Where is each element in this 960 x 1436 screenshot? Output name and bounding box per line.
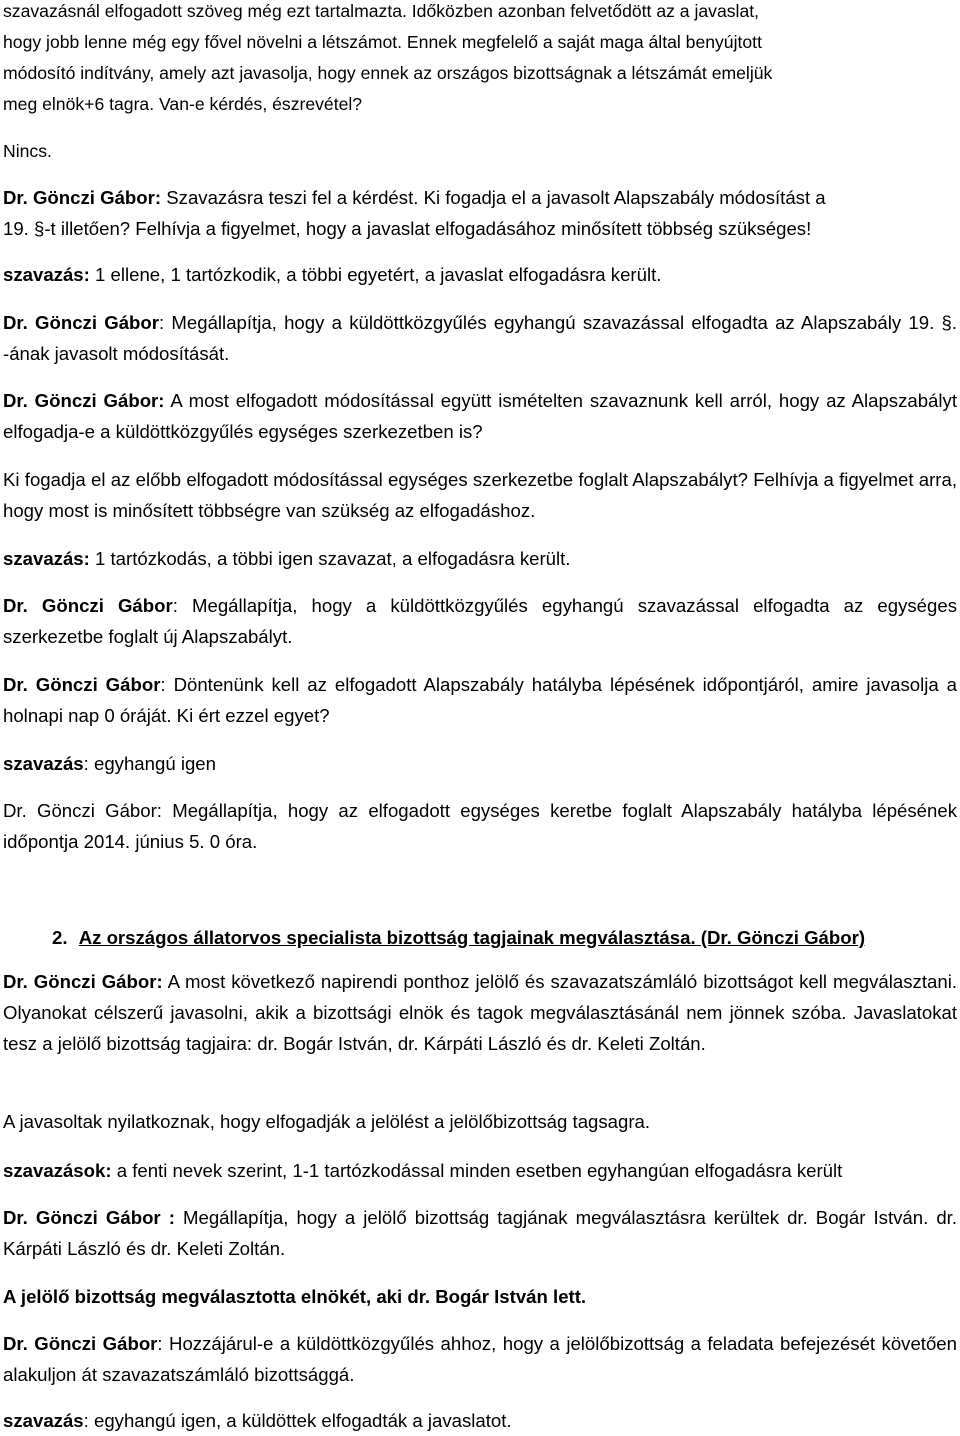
vote-result-3 — [3, 748, 957, 779]
vote-label: szavazás — [3, 753, 84, 774]
speaker-name: Dr. Gönczi Gábor — [3, 1333, 158, 1354]
paragraph-text: A most következő napirendi ponthoz jelölő és szavazatszámláló bizottságot kell megválasztani. Olyanokat célszerű javasolni, akik a bizottsági elnök és tagok megválasztásánál nem jönnek szóba. Javaslatokat tesz a jelölő bizottság tagjaira: dr. Bogár István, dr. Kárpáti László és dr. Keleti Zoltán. — [3, 971, 957, 1054]
section-number: 2. — [52, 927, 68, 948]
text-line: meg elnök+6 tagra. Van-e kérdés, észrevétel? — [3, 94, 363, 114]
speaker-name: Dr. Gönczi Gábor — [3, 674, 161, 695]
vote-result-2 — [3, 543, 957, 574]
paragraph-statement-1 — [3, 307, 957, 369]
paragraph-statement-8 — [3, 1328, 957, 1390]
paragraph-nincs: Nincs. — [3, 141, 52, 161]
paragraph-text: Megállapítja, hogy a jelölő bizottság tagjának megválasztásra kerültek dr. Bogár István. dr. Kárpáti László és dr. Keleti Zoltán. — [3, 1207, 958, 1259]
paragraph-text: Szavazásra teszi fel a kérdést. Ki fogadja el a javasolt Alapszabály módosítást a — [161, 187, 826, 208]
vote-text: : egyhangú igen — [83, 753, 216, 774]
paragraph-statement-5: Dr. Gönczi Gábor: Megállapítja, hogy az elfogadott egységes keretbe foglalt Alapszabály hatályba lépésének időpontja 2014. június 5. 0 óra. — [3, 800, 957, 852]
paragraph-statement-6 — [3, 966, 957, 1059]
paragraph-statement-4 — [3, 669, 957, 731]
text-line: módosító indítvány, amely azt javasolja, hogy ennek az országos bizottságnak a létszámát emeljük — [3, 63, 773, 83]
paragraph-acceptance: A javasoltak nyilatkoznak, hogy elfogadják a jelölést a jelölőbizottság tagsagra. — [3, 1111, 651, 1132]
paragraph-text: : Döntenünk kell az elfogadott Alapszabály hatályba lépésének időpontjáról, amire javasolja a holnapi nap 0 óráját. Ki ért ezzel egyet? — [3, 674, 958, 726]
vote-text: 1 tartózkodás, a többi igen szavazat, a elfogadásra került. — [89, 548, 571, 569]
vote-result-1 — [3, 259, 957, 290]
speaker-name: Dr. Gönczi Gábor: — [3, 390, 165, 411]
paragraph-intro — [3, 0, 957, 120]
paragraph-text: A most elfogadott módosítással együtt ismételten szavaznunk kell arról, hogy az Alapszabályt elfogadja-e a küldöttközgyűlés egységes szerkezetben is? — [3, 390, 957, 442]
speaker-name: Dr. Gönczi Gábor: — [3, 971, 163, 992]
text-line: hogy jobb lenne még egy fővel növelni a létszámot. Ennek megfelelő a saját maga által benyújtott — [3, 32, 762, 52]
section-title: Az országos állatorvos specialista bizottság tagjainak megválasztása. (Dr. Gönczi Gábor) — [78, 927, 866, 948]
vote-label: szavazás: — [3, 548, 90, 569]
paragraph-chair-elected: A jelölő bizottság megválasztotta elnökét, aki dr. Bogár István lett. — [3, 1286, 587, 1307]
vote-label: szavazások: — [3, 1160, 112, 1181]
vote-result-4 — [3, 1155, 957, 1186]
vote-label: szavazás: — [3, 264, 90, 285]
vote-label: szavazás — [3, 1410, 84, 1431]
paragraph-text: 19. §-t illetően? Felhívja a figyelmet, hogy a javaslat elfogadásához minősített többség szükséges! — [3, 218, 812, 239]
paragraph-text: : Megállapítja, hogy a küldöttközgyűlés egyhangú szavazással elfogadta az Alapszabály 19. §. -ának javasolt módosítását. — [3, 312, 957, 364]
section-heading — [52, 922, 952, 953]
vote-text: : egyhangú igen, a küldöttek elfogadták a javaslatot. — [83, 1410, 512, 1431]
paragraph-statement-7 — [3, 1202, 957, 1264]
vote-result-5 — [3, 1405, 957, 1436]
vote-text: a fenti nevek szerint, 1-1 tartózkodással minden esetben egyhangúan elfogadásra került — [111, 1160, 843, 1181]
speaker-name: Dr. Gönczi Gábor — [3, 312, 160, 333]
paragraph-statement-3 — [3, 590, 957, 652]
text-line: szavazásnál elfogadott szöveg még ezt tartalmazta. Időközben azonban felvetődött az a javaslat, — [3, 1, 760, 21]
vote-text: 1 ellene, 1 tartózkodik, a többi egyetért, a javaslat elfogadásra került. — [89, 264, 662, 285]
paragraph-text: : Megállapítja, hogy a küldöttközgyűlés egyhangú szavazással elfogadta az egységes szerkezetbe foglalt új Alapszabályt. — [3, 595, 957, 647]
paragraph-vote-call — [3, 182, 957, 244]
paragraph-question: Ki fogadja el az előbb elfogadott módosítással egységes szerkezetbe foglalt Alapszabályt? Felhívja a figyelmet arra, hogy most is minősített többségre van szükség az elfogadáshoz. — [3, 469, 957, 521]
paragraph-statement-2 — [3, 385, 957, 447]
speaker-name: Dr. Gönczi Gábor : — [3, 1207, 175, 1228]
speaker-name: Dr. Gönczi Gábor: — [3, 187, 162, 208]
speaker-name: Dr. Gönczi Gábor — [3, 595, 173, 616]
paragraph-text: : Hozzájárul-e a küldöttközgyűlés ahhoz, hogy a jelölőbizottság a feladata befejezését követően alakuljon át szavazatszámláló bizottsággá. — [3, 1333, 957, 1385]
